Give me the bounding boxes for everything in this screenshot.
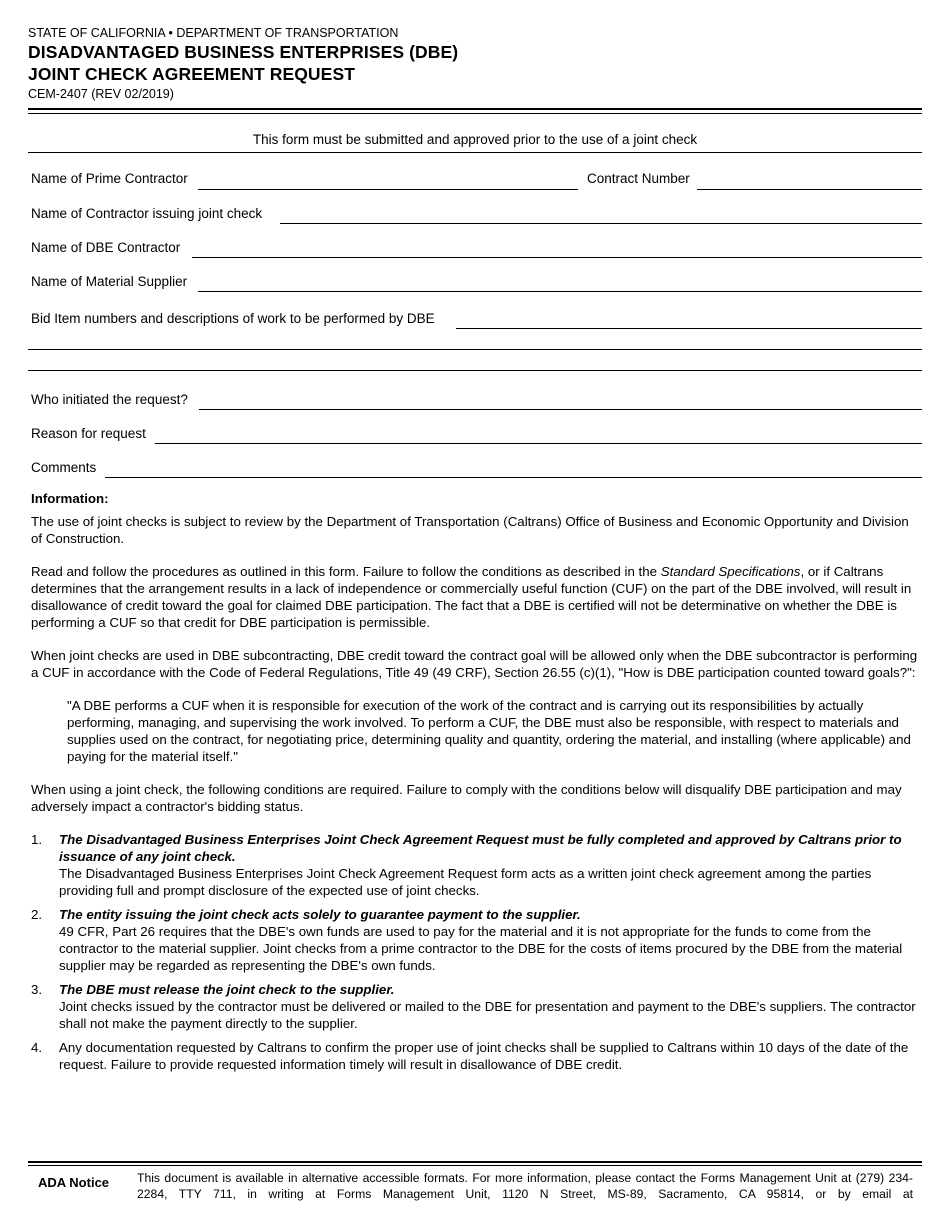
condition-item: 1. The Disadvantaged Business Enterprises Joint Check Agreement Request must be fully completed and approved by Caltrans prior to issuance of any joint check. The Disadvantaged Business Enterprises Joint Check Agreement Request form acts as a written joint check agreement among the parties providing full and prompt disclosure of the expected use of joint checks. xyxy=(31,832,902,898)
info-paragraph-3: When joint checks are used in DBE subcontracting, DBE credit toward the contract goal will be allowed only when the DBE subcontractor is performing a CUF in accordance with the Code of Federal Regulations, Title 49 (49 CRF), Section 26.55 (c)(1), "How is DBE participation counted toward goals?": xyxy=(31,648,918,680)
information-heading: Information: xyxy=(31,491,109,506)
dbe-contractor-field[interactable] xyxy=(192,257,922,258)
bid-items-field-line3[interactable] xyxy=(28,370,922,371)
conditions-list xyxy=(31,831,919,1073)
issuing-contractor-label: Name of Contractor issuing joint check xyxy=(31,206,263,221)
notice-rule xyxy=(28,152,922,153)
information-section xyxy=(31,490,919,1080)
contract-number-field[interactable] xyxy=(697,189,922,190)
comments-field[interactable] xyxy=(105,477,922,478)
condition-item: 3. The DBE must release the joint check to the supplier. Joint checks issued by the contractor must be delivered or mailed to the DBE for presentation and payment to the DBE's suppliers. The contractor shall not make the payment directly to the supplier. xyxy=(31,982,916,1031)
info-paragraph-4: When using a joint check, the following conditions are required. Failure to comply with the conditions below will disqualify DBE participation and may adversely impact a contractor's bidding status. xyxy=(31,782,902,814)
material-supplier-label: Name of Material Supplier xyxy=(31,274,188,289)
cfr-quote: "A DBE performs a CUF when it is responsible for execution of the work of the contract and is carrying out its responsibilities by actually performing, managing, and supervising the work involved. To perform a CUF, the DBE must also be responsible, with respect to materials and supplies used on the contract, for negotiating price, determining quality and quantity, ordering the material, and installing (where applicable) and paying for the material itself." xyxy=(67,698,911,764)
submission-notice: This form must be submitted and approved prior to the use of a joint check xyxy=(252,132,698,147)
form-title-line1: DISADVANTAGED BUSINESS ENTERPRISES (DBE) xyxy=(28,42,459,62)
form-header xyxy=(28,26,458,102)
agency-name: STATE OF CALIFORNIA • DEPARTMENT OF TRANSPORTATION xyxy=(28,26,399,40)
bid-items-label: Bid Item numbers and descriptions of work to be performed by DBE xyxy=(31,311,435,326)
bid-items-field-line1[interactable] xyxy=(456,328,922,329)
footer-rule-thick xyxy=(28,1161,922,1163)
dbe-contractor-label: Name of DBE Contractor xyxy=(31,240,181,255)
form-title-line2: JOINT CHECK AGREEMENT REQUEST xyxy=(28,64,356,84)
material-supplier-field[interactable] xyxy=(198,291,922,292)
header-rule-thick xyxy=(28,108,922,110)
form-number: CEM-2407 (REV 02/2019) xyxy=(28,87,174,101)
info-paragraph-1: The use of joint checks is subject to review by the Department of Transportation (Caltrans) Office of Business and Economic Opportunity and Division of Construction. xyxy=(31,514,909,546)
contract-number-label: Contract Number xyxy=(587,171,690,186)
ada-notice-label: ADA Notice xyxy=(38,1175,110,1190)
condition-item: 2. The entity issuing the joint check acts solely to guarantee payment to the supplier. 49 CFR, Part 26 requires that the DBE's own funds are used to pay for the material and it is not appropriate for the funds to come from the contractor to the material supplier. Joint checks from a prime contractor to the DBE for the costs of items procured by the DBE from the material supplier may be regarded as representing the DBE's own funds. xyxy=(31,907,903,973)
bid-items-field-line2[interactable] xyxy=(28,349,922,350)
footer-rule-thin xyxy=(28,1165,922,1166)
initiated-by-label: Who initiated the request? xyxy=(31,392,188,407)
initiated-by-field[interactable] xyxy=(199,409,922,410)
info-paragraph-2: Read and follow the procedures as outlined in this form. Failure to follow the conditions as described in the Standard Specifications, or if Caltrans determines that the arrangement results in a lack of independence or commercially useful function (CUF) on the part of the DBE involved, will result in disallowance of credit toward the goal for claimed DBE participation. The fact that a DBE is certified will not be determinative on whether the DBE is performing a CUF so that credit for DBE participation is permissible. xyxy=(31,564,912,630)
prime-contractor-field[interactable] xyxy=(198,189,578,190)
ada-notice-text: This document is available in alternative accessible formats. For more information, please contact the Forms Management Unit at (279) 234-2284, TTY 711, in writing at Forms Management Unit, 1120 N Street, MS-89, Sacramento, CA 95814, or by email at xyxy=(137,1171,913,1201)
issuing-contractor-field[interactable] xyxy=(280,223,922,224)
comments-label: Comments xyxy=(31,460,97,475)
condition-item: 4. Any documentation requested by Caltrans to confirm the proper use of joint checks shall be supplied to Caltrans within 10 days of the date of the request. Failure to provide requested information timely will result in disallowance of DBE credit. xyxy=(31,1040,909,1072)
reason-label: Reason for request xyxy=(31,426,146,441)
prime-contractor-label: Name of Prime Contractor xyxy=(31,171,188,186)
header-rule-thin xyxy=(28,113,922,114)
reason-field[interactable] xyxy=(155,443,922,444)
